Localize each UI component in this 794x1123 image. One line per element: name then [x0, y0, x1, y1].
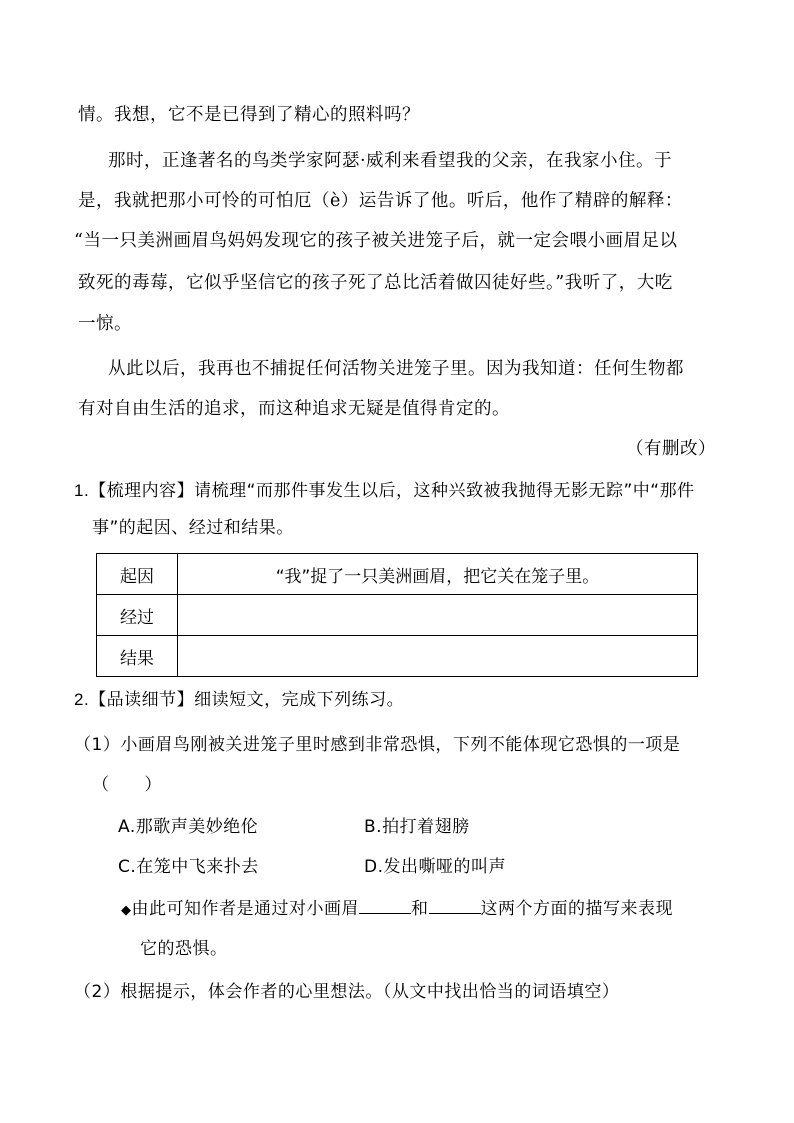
- passage-line: “当一只美洲画眉鸟妈妈发现它的孩子被关进笼子后，就一定会喂小画眉足以: [74, 231, 678, 251]
- subquestion-number: （2）: [74, 982, 121, 1002]
- row-label-cause: 起因: [97, 554, 178, 595]
- row-value-cause: “我”捉了一只美洲画眉，把它关在笼子里。: [178, 554, 698, 595]
- passage-line: 情。我想，它不是已得到了精心的照料吗？: [78, 105, 420, 125]
- answer-table: [96, 553, 698, 677]
- question-number: 2.: [74, 690, 90, 709]
- followup-text: 这两个方面的描写来表现: [480, 899, 673, 919]
- diamond-bullet-icon: ◆: [121, 903, 132, 918]
- option-d[interactable]: D.发出嘶哑的叫声: [364, 857, 506, 877]
- question-text: 【品读细节】细读短文，完成下列练习。: [89, 690, 405, 710]
- option-a[interactable]: A.那歌声美妙绝伦: [118, 817, 259, 837]
- source-note: （有删改）: [626, 439, 716, 459]
- subquestion-text: 根据提示，体会作者的心里想法。（从文中找出恰当的词语填空）: [120, 982, 620, 1002]
- answer-paren[interactable]: （ ）: [92, 775, 162, 795]
- table-row: [97, 595, 698, 636]
- subquestion-2: [74, 980, 619, 1004]
- option-b[interactable]: B.拍打着翅膀: [364, 817, 470, 837]
- passage-line: 致死的毒莓，它似乎坚信它的孩子死了总比活着做囚徒好些。”我听了，大吃: [78, 273, 673, 293]
- question-2-title: [74, 688, 404, 712]
- question-1-line1: [74, 479, 695, 503]
- row-label-process: 经过: [97, 595, 178, 636]
- question-number: 1.: [74, 481, 90, 500]
- answer-cell-result[interactable]: [178, 636, 698, 677]
- answer-blank-2[interactable]: [429, 897, 481, 914]
- answer-cell-process[interactable]: [178, 595, 698, 636]
- followup-line2: 它的恐惧。: [140, 939, 228, 959]
- answer-blank-1[interactable]: [359, 897, 411, 914]
- passage-line: 是，我就把那小可怜的可怕厄（è）运告诉了他。听后，他作了精辟的解释：: [78, 191, 683, 211]
- question-text: 【梳理内容】请梳理“而那件事发生以后，这种兴致被我抛得无影无踪”中“那件: [89, 481, 695, 501]
- table-row: [97, 554, 698, 595]
- option-c[interactable]: C.在笼中飞来扑去: [118, 857, 259, 877]
- followup-line1: [121, 897, 673, 923]
- question-1-line2: 事”的起因、经过和结果。: [92, 518, 294, 538]
- row-label-result: 结果: [97, 636, 178, 677]
- subquestion-number: （1）: [74, 735, 121, 755]
- subquestion-1: [74, 733, 680, 757]
- table-row: [97, 636, 698, 677]
- subquestion-text: 小画眉鸟刚被关进笼子里时感到非常恐惧，下列不能体现它恐惧的一项是: [120, 735, 681, 755]
- passage-line: 那时，正逢著名的鸟类学家阿瑟·威利来看望我的父亲，在我家小住。于: [108, 151, 673, 171]
- passage-line: 从此以后，我再也不捕捉任何活物关进笼子里。因为我知道：任何生物都: [108, 359, 684, 379]
- followup-text: 由此可知作者是通过对小画眉: [131, 899, 359, 919]
- passage-line: 有对自由生活的追求，而这种追求无疑是值得肯定的。: [78, 399, 510, 419]
- passage-line: 一惊。: [78, 314, 132, 334]
- followup-text: 和: [411, 899, 429, 919]
